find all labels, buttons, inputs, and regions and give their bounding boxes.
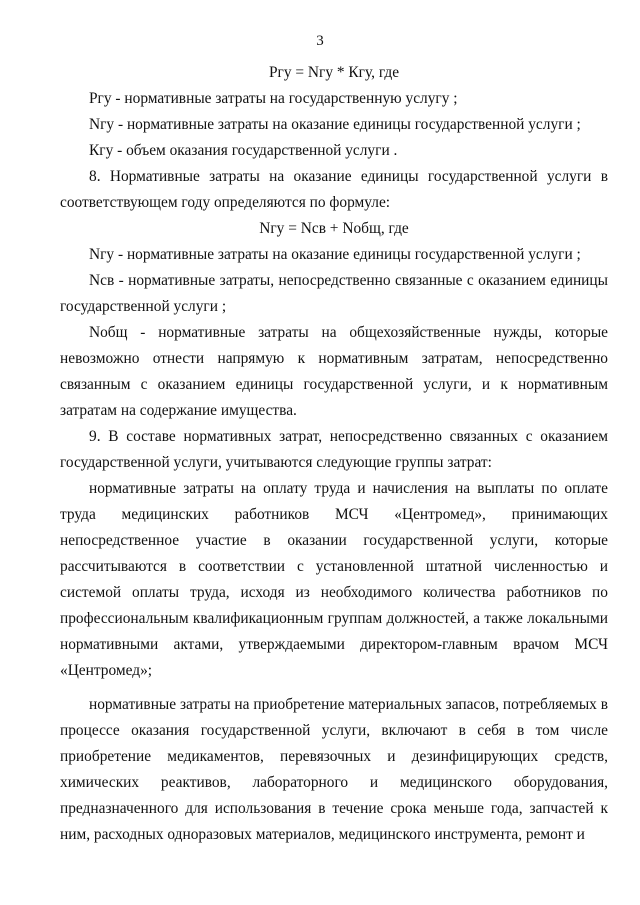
formula-rgu: Ргу = Nгу * Кгу, где bbox=[268, 64, 400, 81]
definition-ngu-2: Nгу - нормативные затраты на оказание единицы государственной услуги ; bbox=[89, 246, 581, 263]
cost-group-materials: нормативные затраты на приобретение материальных запасов, потребляемых в процессе оказания государственной услуги, включают в себя в том числе приобретение медикаментов, перевязочных и дезинфицирующих средств, химических реактивов, лабораторного и медицинского оборудования, предназначенного для использования в течение срока меньше года, запчастей к ним, расходных одноразовых материалов, медицинского инструмента, ремонт и bbox=[60, 696, 608, 843]
document-body bbox=[60, 60, 608, 848]
definition-kgu: Кгу - объем оказания государственной услуги . bbox=[89, 142, 398, 159]
formula-ngu: Nгу = Nсв + Nобщ, где bbox=[259, 220, 409, 237]
clause-8: 8. Нормативные затраты на оказание единицы государственной услуги в соответствующем году определяются по формуле: bbox=[60, 168, 608, 211]
definition-nsv: Nсв - нормативные затраты, непосредственно связанные с оказанием единицы государственной услуги ; bbox=[60, 272, 608, 315]
page-number: 3 bbox=[316, 33, 324, 49]
definition-rgu: Ргу - нормативные затраты на государственную услугу ; bbox=[89, 90, 458, 107]
definition-ngu: Nгу - нормативные затраты на оказание единицы государственной услуги ; bbox=[89, 116, 581, 133]
paragraph-gap bbox=[60, 684, 608, 692]
clause-9: 9. В составе нормативных затрат, непосредственно связанных с оказанием государственной услуги, учитываются следующие группы затрат: bbox=[60, 428, 608, 471]
cost-group-labor: нормативные затраты на оплату труда и начисления на выплаты по оплате труда медицинских работников МСЧ «Центромед», принимающих непосредственное участие в оказании государственной услуги, которые рассчитываются в соответствии с установленной штатной численностью и системой оплаты труда, исходя из необходимого количества работников по профессиональным квалификационным группам должностей, а также локальными нормативными актами, утверждаемыми директором-главным врачом МСЧ «Центромед»; bbox=[60, 480, 608, 679]
definition-nobsch: Nобщ - нормативные затраты на общехозяйственные нужды, которые невозможно отнести напрямую к нормативным затратам, непосредственно связанным с оказанием единицы государственной услуги, и к нормативным затратам на содержание имущества. bbox=[60, 324, 608, 419]
